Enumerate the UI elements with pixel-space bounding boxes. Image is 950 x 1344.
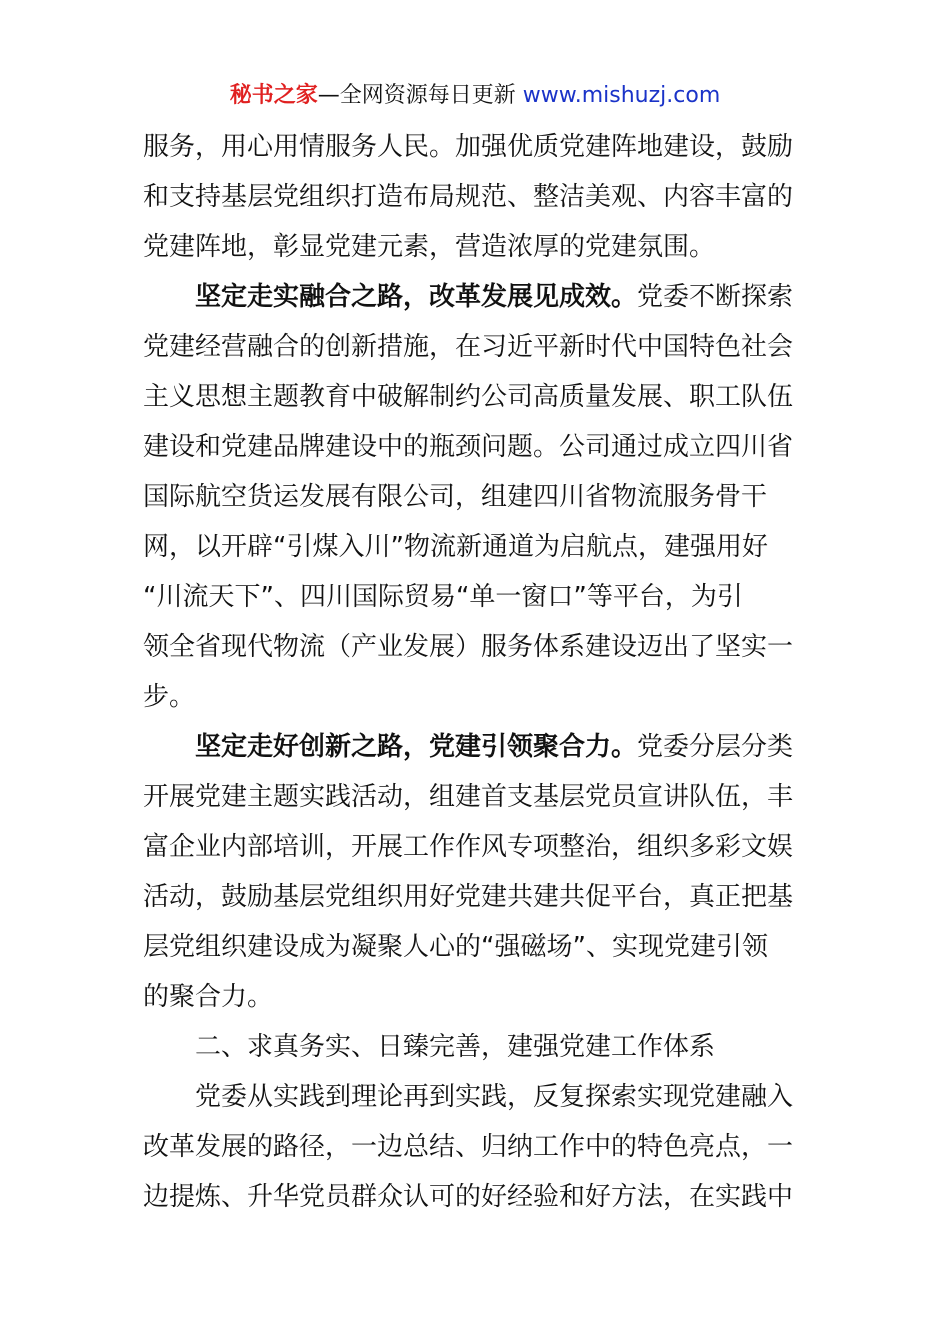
text-run: 党委不断探索 — [637, 282, 794, 312]
text-line: 层党组织建设成为凝聚人心的“强磁场”、实现党建引领 — [143, 932, 768, 962]
document-body — [143, 122, 807, 1222]
text-line: 的聚合力。 — [143, 982, 274, 1012]
text-line: 步。 — [143, 682, 196, 712]
text-line: 改革发展的路径，一边总结、归纳工作中的特色亮点，一 — [143, 1132, 794, 1162]
text-line: 活动，鼓励基层党组织用好党建共建共促平台，真正把基 — [143, 882, 794, 912]
site-header — [0, 80, 950, 112]
text-line: 党委从实践到理论再到实践，反复探索实现党建融入 — [195, 1082, 794, 1112]
text-line: 领全省现代物流（产业发展）服务体系建设迈出了坚实一 — [143, 632, 794, 662]
text-line: 边提炼、升华党员群众认可的好经验和好方法，在实践中 — [143, 1182, 794, 1212]
text-run: 党委分层分类 — [637, 732, 794, 762]
text-line: 建设和党建品牌建设中的瓶颈问题。公司通过成立四川省 — [143, 432, 794, 462]
text-line: 网，以开辟“引煤入川”物流新通道为启航点，建强用好 — [143, 532, 768, 562]
brand-name: 秘书之家 — [229, 83, 318, 108]
text-line: 和支持基层党组织打造布局规范、整洁美观、内容丰富的 — [143, 182, 794, 212]
text-line: 国际航空货运发展有限公司，组建四川省物流服务骨干 — [143, 482, 768, 512]
text-line: 开展党建主题实践活动，组建首支基层党员宣讲队伍，丰 — [143, 782, 794, 812]
text-line: 党建阵地，彰显党建元素，营造浓厚的党建氛围。 — [143, 232, 716, 262]
text-line: 主义思想主题教育中破解制约公司高质量发展、职工队伍 — [143, 382, 794, 412]
site-url-link[interactable]: www.mishuzj.com — [522, 83, 721, 108]
paragraph-first-line — [143, 722, 807, 772]
paragraph-first-line — [143, 272, 807, 322]
text-line: “川流天下”、四川国际贸易“单一窗口”等平台，为引 — [143, 582, 743, 612]
text-line: 服务，用心用情服务人民。加强优质党建阵地建设，鼓励 — [143, 132, 794, 162]
text-line: 富企业内部培训，开展工作作风专项整治，组织多彩文娱 — [143, 832, 794, 862]
paragraph-heading: 坚定走好创新之路，党建引领聚合力。 — [195, 732, 638, 762]
paragraph-heading: 坚定走实融合之路，改革发展见成效。 — [195, 282, 638, 312]
section-heading: 二、求真务实、日臻完善，建强党建工作体系 — [195, 1032, 716, 1062]
text-line: 党建经营融合的创新措施，在习近平新时代中国特色社会 — [143, 332, 794, 362]
header-tagline: —全网资源每日更新 — [317, 83, 523, 108]
